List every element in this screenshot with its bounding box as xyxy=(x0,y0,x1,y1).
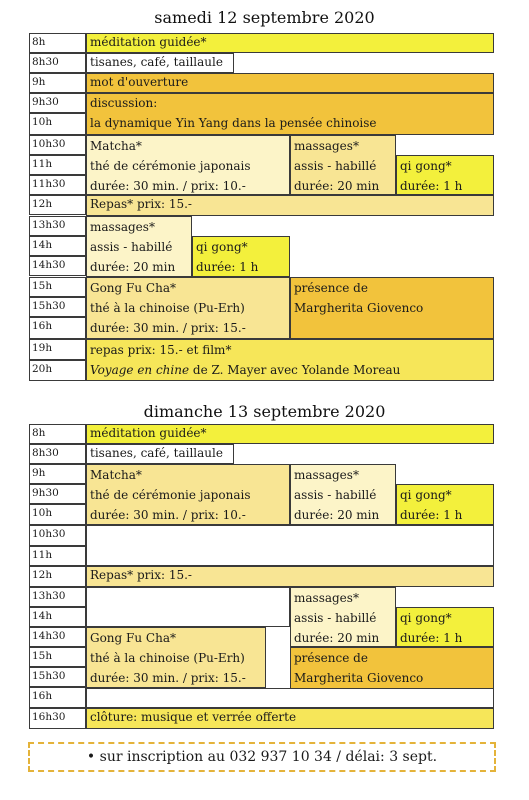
qigong-block xyxy=(396,155,494,195)
presence-name: Margherita Giovenco xyxy=(294,671,424,685)
matcha-block xyxy=(86,135,290,195)
time-slot: 15h xyxy=(29,277,86,297)
meditation-label: méditation guidée* xyxy=(90,426,207,440)
massage-duration: durée: 20 min xyxy=(90,260,176,274)
tisanes-label: tisanes, café, taillaule xyxy=(90,446,223,460)
gongfu-desc: thé à la chinoise (Pu-Erh) xyxy=(90,301,245,315)
registration-note: • sur inscription au 032 937 10 34 / délai: 3 sept. xyxy=(28,742,496,772)
gongfu-desc: thé à la chinoise (Pu-Erh) xyxy=(90,651,245,665)
matcha-desc: thé de cérémonie japonais xyxy=(90,488,251,502)
gongfu-title: Gong Fu Cha* xyxy=(90,631,176,645)
film-line xyxy=(90,360,493,377)
massage-duration: durée: 20 min xyxy=(294,631,380,645)
massage-desc: assis - habillé xyxy=(90,240,173,254)
massage-desc: assis - habillé xyxy=(294,488,377,502)
massage-block xyxy=(290,464,396,525)
film-title: Voyage en chine xyxy=(90,363,190,377)
massage-title: massages* xyxy=(294,139,359,153)
lunch-label: Repas* prix: 15.- xyxy=(90,568,192,582)
sunday-title: dimanche 13 septembre 2020 xyxy=(143,402,386,421)
matcha-title: Matcha* xyxy=(90,468,142,482)
time-slot: 14h xyxy=(29,236,86,256)
tisanes-block xyxy=(86,444,234,464)
time-slot: 11h30 xyxy=(29,175,86,195)
massage-afternoon-block xyxy=(86,216,192,277)
qigong-title: qi gong* xyxy=(400,611,452,625)
time-slot: 15h30 xyxy=(29,297,86,317)
time-slot: 10h xyxy=(29,113,86,135)
time-slot: 10h xyxy=(29,504,86,525)
massage-block xyxy=(290,135,396,195)
matcha-block xyxy=(86,464,290,525)
time-slot: 12h xyxy=(29,566,86,587)
massage-afternoon-block xyxy=(290,587,396,647)
time-slot: 19h xyxy=(29,339,86,360)
time-slot: 9h30 xyxy=(29,484,86,504)
matcha-title: Matcha* xyxy=(90,139,142,153)
time-slot: 8h30 xyxy=(29,444,86,464)
time-slot: 14h30 xyxy=(29,627,86,647)
time-slot: 16h xyxy=(29,317,86,339)
tisanes-block xyxy=(86,53,234,73)
film-credits: de Z. Mayer avec Yolande Moreau xyxy=(189,363,401,377)
time-slot: 9h30 xyxy=(29,93,86,113)
time-slot: 8h30 xyxy=(29,53,86,73)
saturday-title: samedi 12 septembre 2020 xyxy=(154,8,375,27)
presence-name: Margherita Giovenco xyxy=(294,301,424,315)
time-slot: 13h30 xyxy=(29,216,86,236)
qigong-title: qi gong* xyxy=(400,488,452,502)
lunch-block xyxy=(86,195,494,216)
dinner-label: repas prix: 15.- et film* xyxy=(90,343,232,357)
time-slot: 10h30 xyxy=(29,525,86,546)
qigong-duration: durée: 1 h xyxy=(196,260,259,274)
time-slot: 15h30 xyxy=(29,667,86,687)
time-slot: 15h xyxy=(29,647,86,667)
meditation-block xyxy=(86,33,494,53)
lunch-label: Repas* prix: 15.- xyxy=(90,197,192,211)
opening-block xyxy=(86,73,494,93)
discussion-topic: la dynamique Yin Yang dans la pensée chinoise xyxy=(90,116,377,130)
empty-block xyxy=(86,587,290,627)
qigong-duration: durée: 1 h xyxy=(400,631,463,645)
time-slot: 9h xyxy=(29,73,86,93)
presence-block xyxy=(290,277,494,339)
dinner-film-block xyxy=(86,339,494,381)
matcha-details: durée: 30 min. / prix: 10.- xyxy=(90,508,246,522)
time-slot: 16h xyxy=(29,687,86,708)
gongfu-details: durée: 30 min. / prix: 15.- xyxy=(90,321,246,335)
qigong-title: qi gong* xyxy=(196,240,248,254)
time-slot: 8h xyxy=(29,33,86,53)
massage-title: massages* xyxy=(90,220,155,234)
qigong-afternoon-block xyxy=(192,236,290,277)
time-slot: 16h30 xyxy=(29,708,86,729)
matcha-details: durée: 30 min. / prix: 10.- xyxy=(90,179,246,193)
lunch-block xyxy=(86,566,494,587)
empty-block xyxy=(86,688,494,708)
qigong-block xyxy=(396,484,494,525)
meditation-block xyxy=(86,424,494,444)
closing-block xyxy=(86,708,494,729)
massage-title: massages* xyxy=(294,591,359,605)
gongfu-block xyxy=(86,277,290,339)
time-slot: 14h xyxy=(29,607,86,627)
qigong-afternoon-block xyxy=(396,607,494,647)
time-slot: 14h30 xyxy=(29,256,86,276)
qigong-duration: durée: 1 h xyxy=(400,508,463,522)
time-slot: 11h xyxy=(29,155,86,175)
closing-label: clôture: musique et verrée offerte xyxy=(90,710,297,724)
meditation-label: méditation guidée* xyxy=(90,35,207,49)
time-slot: 9h xyxy=(29,464,86,484)
time-slot: 11h xyxy=(29,546,86,566)
presence-label: présence de xyxy=(294,651,368,665)
time-slot: 13h30 xyxy=(29,587,86,607)
gongfu-details: durée: 30 min. / prix: 15.- xyxy=(90,671,246,685)
time-slot: 12h xyxy=(29,195,86,215)
discussion-block xyxy=(86,93,494,135)
time-slot: 10h30 xyxy=(29,135,86,155)
opening-label: mot d'ouverture xyxy=(90,75,189,89)
tisanes-label: tisanes, café, taillaule xyxy=(90,55,223,69)
qigong-duration: durée: 1 h xyxy=(400,179,463,193)
massage-desc: assis - habillé xyxy=(294,611,377,625)
discussion-label: discussion: xyxy=(90,96,158,110)
qigong-title: qi gong* xyxy=(400,159,452,173)
time-slot: 20h xyxy=(29,360,86,381)
time-slot: 8h xyxy=(29,424,86,444)
massage-desc: assis - habillé xyxy=(294,159,377,173)
matcha-desc: thé de cérémonie japonais xyxy=(90,159,251,173)
gongfu-block xyxy=(86,627,266,688)
massage-duration: durée: 20 min xyxy=(294,179,380,193)
gongfu-title: Gong Fu Cha* xyxy=(90,281,176,295)
massage-title: massages* xyxy=(294,468,359,482)
empty-block xyxy=(86,525,494,566)
presence-label: présence de xyxy=(294,281,368,295)
massage-duration: durée: 20 min xyxy=(294,508,380,522)
